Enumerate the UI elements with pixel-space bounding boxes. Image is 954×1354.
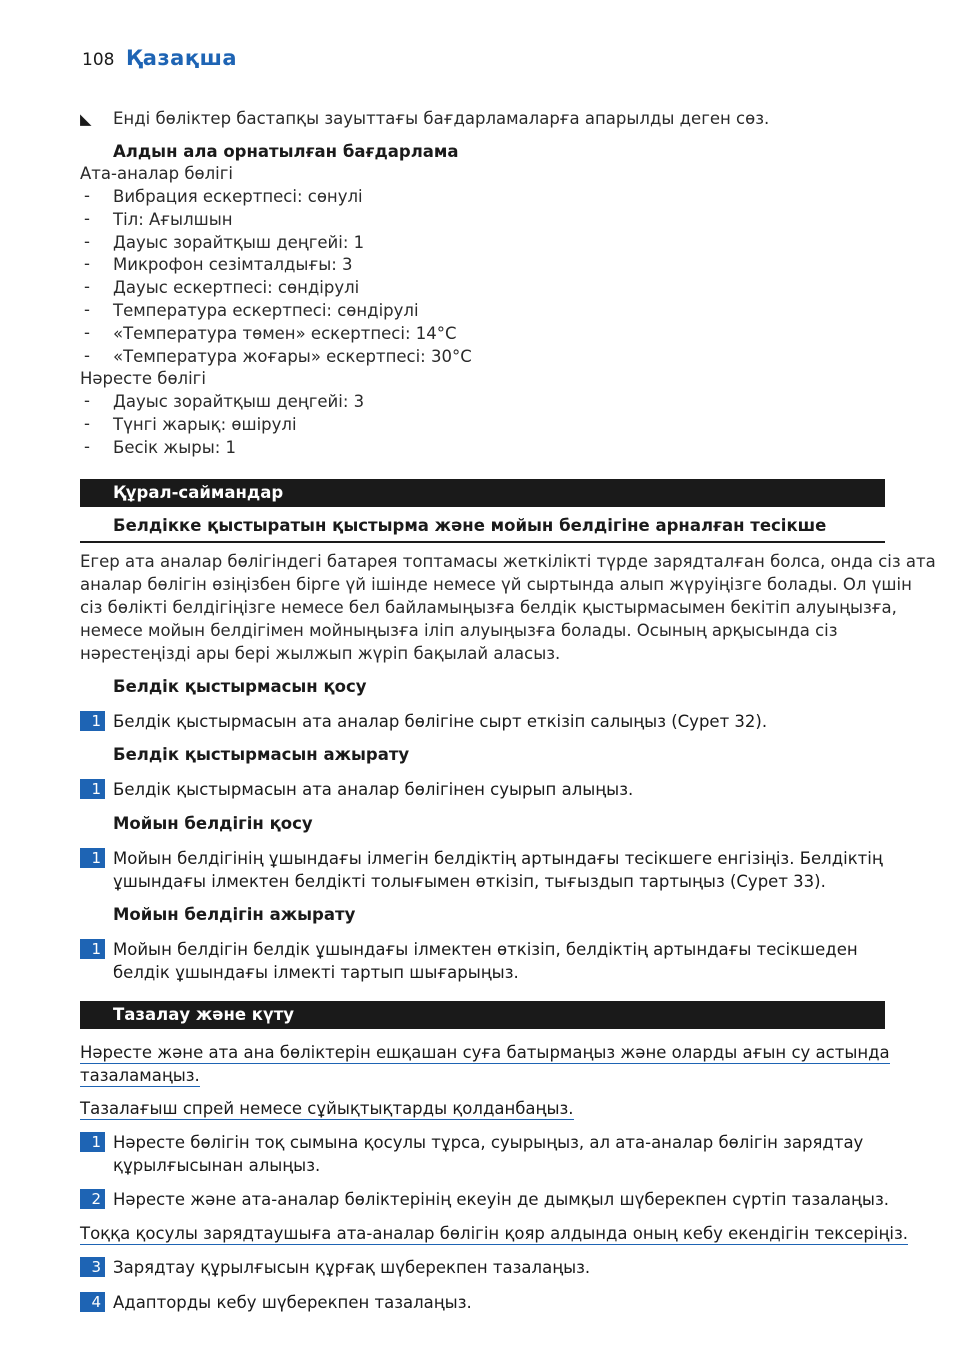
warning-dry [80,1222,908,1245]
step-text: белдік ұшындағы ілмекті тартып шығарыңыз. [113,963,519,982]
paragraph-line: Егер ата аналар бөлігіндегі батарея топтамасы жеткілікті түрде зарядталған болса, онда сіз ата [80,552,936,571]
step-number-badge: 1 [80,939,105,959]
list-item: Вибрация ескертпесі: сөнулі [113,187,363,206]
warning-line: Тоққа қосулы зарядтаушыға ата-аналар бөлігін қояр алдында оның кебу екендігін тексеріңіз. [80,1224,908,1243]
baby-unit-label: Нәресте бөлігі [80,369,206,388]
list-dash: - [84,232,90,251]
paragraph-line: аналар бөлігін өзіңізбен бірге үй ішінде немесе үй сыртында алып жүруіңізге болады. Ол үшін [80,575,912,594]
parent-unit-label: Ата-аналар бөлігі [80,164,234,183]
step-text: Мойын белдігінің ұшындағы ілмегін белдіктің артындағы тесікшеге енгізіңіз. Белдіктің [113,849,883,868]
paragraph-line: немесе мойын белдігімен мойныңызға іліп алуыңызға болады. Осының арқысында сіз [80,621,838,640]
accessories-section-title: Құрал-саймандар [113,483,284,502]
list-item: «Температура жоғары» ескертпесі: 30°C [113,347,472,366]
step-number-badge: 1 [80,779,105,799]
intro-bullet-text: Енді бөліктер бастапқы зауыттағы бағдарламаларға апарылды деген сөз. [113,109,770,128]
detach-belt-clip-title: Белдік қыстырмасын ажырату [113,745,410,764]
step-text: Нәресте және ата-аналар бөліктерінің екеуін де дымқыл шүберекпен сүртіп тазалаңыз. [113,1190,889,1209]
step-text: Белдік қыстырмасын ата аналар бөлігіне сырт еткізіп салыңыз (Сурет 32). [113,712,768,731]
list-item: Температура ескертпесі: сөндірулі [113,301,419,320]
page-number: 108 [82,50,115,70]
list-item: Дауыс зорайтқыш деңгейі: 1 [113,233,365,252]
list-dash: - [84,300,90,319]
list-dash: - [84,254,90,273]
list-item: Тіл: Ағылшын [113,210,233,229]
list-item: Түнгі жарық: өшірулі [113,415,297,434]
list-dash: - [84,437,90,456]
list-item: Микрофон сезімталдығы: 3 [113,255,353,274]
step-text: ұшындағы ілмектен белдікті толығымен өткізіп, тығыздып тартыңыз (Сурет 33). [113,872,826,891]
step-text: Зарядтау құрылғысын құрғақ шүберекпен тазалаңыз. [113,1258,591,1277]
subhead-divider [80,541,885,543]
step-number-badge: 1 [80,1132,105,1152]
warning-spray [80,1097,574,1120]
step-number-badge: 4 [80,1292,105,1312]
step-text: Адапторды кебу шүберекпен тазалаңыз. [113,1293,472,1312]
list-dash: - [84,277,90,296]
belt-clip-subhead: Белдікке қыстыратын қыстырма және мойын белдігіне арналған тесікше [113,516,827,535]
step-text: құрылғысынан алыңыз. [113,1156,321,1175]
step-number-badge: 3 [80,1257,105,1277]
list-dash: - [84,209,90,228]
accessories-section-bar [80,479,885,507]
list-dash: - [84,346,90,365]
attach-neck-cord-title: Мойын белдігін қосу [113,814,313,833]
list-item: Бесік жыры: 1 [113,438,237,457]
list-dash: - [84,414,90,433]
list-dash: - [84,391,90,410]
list-item: Дауыс зорайтқыш деңгейі: 3 [113,392,365,411]
warning-line: тазаламаңыз. [80,1066,200,1085]
cleaning-section-title: Тазалау және күту [113,1005,295,1024]
paragraph-line: сіз бөлікті белдігіңізге немесе бел байламыңызға белдік қыстырмасымен бекітіп алуыңызға, [80,598,897,617]
list-dash: - [84,186,90,205]
paragraph-line: нәрестеңізді ары бері жылжып жүріп бақылай аласыз. [80,644,561,663]
list-dash: - [84,323,90,342]
language-title: Қазақша [126,46,238,70]
list-item: Дауыс ескертпесі: сөндірулі [113,278,360,297]
step-number-badge: 2 [80,1189,105,1209]
step-text: Нәресте бөлігін тоқ сымына қосулы тұрса, суырыңыз, ал ата-аналар бөлігін зарядтау [113,1133,864,1152]
step-number-badge: 1 [80,711,105,731]
attach-belt-clip-title: Белдік қыстырмасын қосу [113,677,367,696]
bullet-arrow-icon: ◣ [80,110,92,128]
detach-neck-cord-title: Мойын белдігін ажырату [113,905,356,924]
warning-immerse [80,1041,890,1087]
list-item: «Температура төмен» ескертпесі: 14°C [113,324,457,343]
preset-title: Алдын ала орнатылған бағдарлама [113,142,459,161]
step-text: Белдік қыстырмасын ата аналар бөлігінен суырып алыңыз. [113,780,634,799]
warning-line: Тазалағыш спрей немесе сұйықтықтарды қолданбаңыз. [80,1099,574,1118]
step-text: Мойын белдігін белдік ұшындағы ілмектен өткізіп, белдіктің артындағы тесікшеден [113,940,858,959]
step-number-badge: 1 [80,848,105,868]
warning-line: Нәресте және ата ана бөліктерін ешқашан суға батырмаңыз және оларды ағын су астында [80,1043,890,1062]
cleaning-section-bar [80,1001,885,1029]
